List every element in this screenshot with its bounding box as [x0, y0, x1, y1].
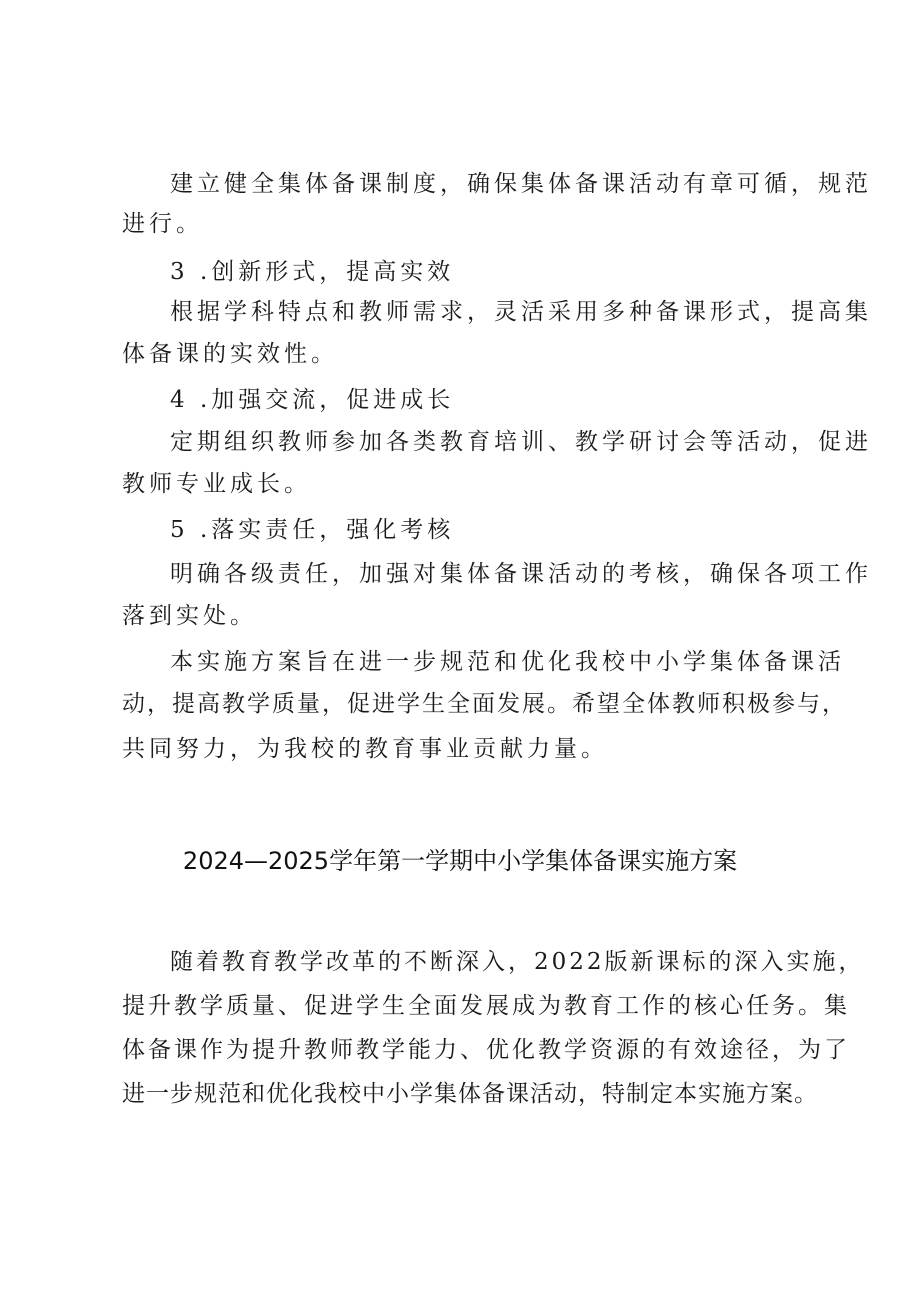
paragraph-line: 体备课作为提升教师教学能力、优化教学资源的有效途径，为了 [122, 1037, 850, 1063]
paragraph-line: 进行。 [122, 211, 203, 237]
paragraph-line: 教师专业成长。 [122, 471, 311, 497]
paragraph-line: 建立健全集体备课制度，确保集体备课活动有章可循，规范 [170, 171, 872, 197]
paragraph-line: 提升教学质量、促进学生全面发展成为教育工作的核心任务。集 [122, 993, 850, 1019]
item-5-heading: 5 .落实责任，强化考核 [170, 517, 455, 543]
paragraph-line: 本实施方案旨在进一步规范和优化我校中小学集体备课活 [170, 649, 845, 675]
paragraph-line: 共同努力，为我校的教育事业贡献力量。 [122, 736, 608, 762]
item-3-heading: 3 .创新形式，提高实效 [170, 259, 455, 285]
item-4-heading: 4 .加强交流，促进成长 [170, 387, 455, 413]
paragraph-line: 根据学科特点和教师需求，灵活采用多种备课形式，提高集 [170, 299, 872, 325]
paragraph-line: 落到实处。 [122, 603, 257, 629]
paragraph-line: 进一步规范和优化我校中小学集体备课活动，特制定本实施方案。 [122, 1081, 818, 1107]
paragraph-line: 动，提高教学质量，促进学生全面发展。希望全体教师积极参与， [122, 691, 847, 717]
paragraph-line: 定期组织教师参加各类教育培训、教学研讨会等活动，促进 [170, 429, 872, 455]
document-title: 2024—2025学年第一学期中小学集体备课实施方案 [182, 847, 738, 875]
paragraph-line: 明确各级责任，加强对集体备课活动的考核，确保各项工作 [170, 561, 872, 587]
paragraph-line: 体备课的实效性。 [122, 341, 338, 367]
paragraph-line: 随着教育教学改革的不断深入，2022版新课标的深入实施， [170, 949, 865, 975]
